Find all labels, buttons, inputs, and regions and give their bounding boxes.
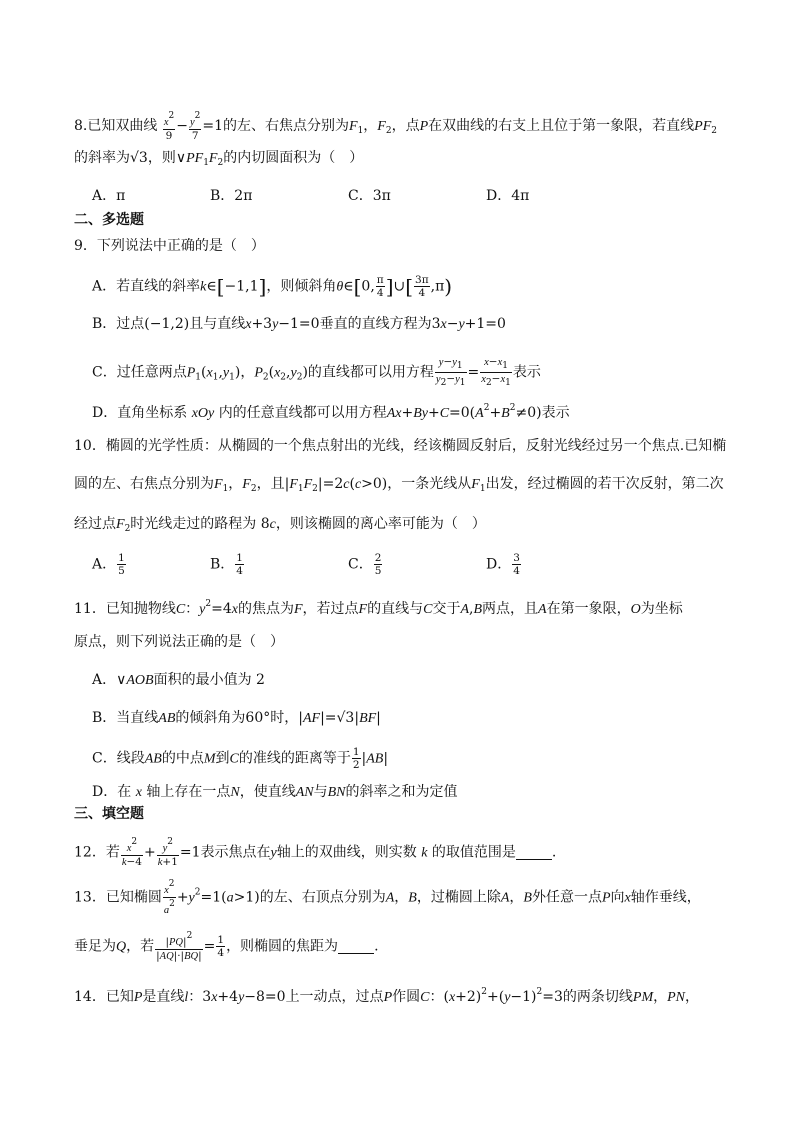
q10-option-c <box>348 552 383 577</box>
q14-text: ， <box>685 989 700 1005</box>
q11-text: 到 <box>215 750 230 767</box>
q9-text: B．过点 <box>92 316 145 332</box>
q9-text: 且与直线 <box>189 316 246 332</box>
q9-text: 内的任意直线都可以用方程 <box>218 405 387 421</box>
q11-text: 面积的最小值为 2 <box>153 672 265 688</box>
q14-text: 上一动点，过点 <box>285 989 384 1005</box>
q10-option-d <box>486 552 522 577</box>
fraction-denominator: 5 <box>374 565 382 577</box>
q10-text: ，一条光线从 <box>387 476 472 492</box>
option-label: C． <box>348 556 373 573</box>
q14-text: 14．已知 <box>74 989 134 1005</box>
q11-text: 的中点 <box>161 750 204 767</box>
q10-text: ，则该椭圆的离心率可能为（ ） <box>275 516 486 532</box>
q13-text: 的左、右顶点分别为 <box>259 889 386 906</box>
q9-text: 表示 <box>512 364 541 381</box>
option-label: D． <box>486 556 512 573</box>
q9-text: ， <box>240 364 255 381</box>
q13-text: 13．已知椭圆 <box>74 889 162 906</box>
q11-text: 时， <box>270 710 299 726</box>
q10-text: ，且 <box>256 476 285 492</box>
q9-text: 表示 <box>541 405 570 421</box>
q13-text: 外任意一点 <box>531 889 602 906</box>
fraction-numerator: 3 <box>513 552 520 564</box>
q11-text: 11．已知抛物线 <box>74 601 176 617</box>
q13-line2: 垂足为Q，若 $\frac{|PQ|2}{|AQ|\cdot|BQ|}$ = $\frac{1}{4}$ ，则椭圆的焦距为 . <box>74 931 379 962</box>
q11-text: 轴上存在一点 <box>146 784 231 800</box>
q13-text: ，若 <box>126 938 155 955</box>
q9-text: D．直角坐标系 <box>92 405 188 421</box>
q8-text: 已知双曲线 <box>87 118 158 134</box>
q13-text: 轴作垂线， <box>630 889 701 906</box>
formula: $\frac{y2}{7}$ <box>189 111 201 142</box>
q8-option-b: B．2π <box>210 188 253 204</box>
fraction-denominator: 4 <box>513 565 520 577</box>
q8-text: 的左、右焦点分别为 <box>223 118 349 134</box>
section-fill-in: 三、填空题 <box>74 806 144 822</box>
q11-text: 为坐标 <box>640 601 683 617</box>
q13-text: . <box>374 938 379 955</box>
q10-line2: 圆的左、右焦点分别为$F_1$，$F_2$，且$|F_1F_2|=2c(c>0)$，一条光线从$F_1$出发，经过椭圆的若干次反射，第二次 <box>74 476 724 494</box>
q10-option-b <box>210 552 245 577</box>
q9-text: C．过任意两点 <box>92 364 187 381</box>
q9-text: ，则倾斜角 <box>266 278 337 295</box>
fraction-denominator: 4 <box>236 565 243 577</box>
q11-option-a: A．∨AOB面积的最小值为 2 <box>92 672 265 688</box>
option-label: A． <box>92 556 117 573</box>
q11-option-d: D．在 x 轴上存在一点N，使直线AN与BN的斜率之和为定值 <box>92 784 458 800</box>
q11-line2: 原点，则下列说法正确的是（ ） <box>74 634 284 650</box>
q11-text: D．在 <box>92 784 132 800</box>
q12-text: 12．若 <box>74 844 120 861</box>
q14-text: 是直线 <box>142 989 185 1005</box>
q11-text: 的斜率之和为定值 <box>345 784 458 800</box>
q9-text: 的直线都可以用方程 <box>307 364 434 381</box>
q9-stem: 9．下列说法中正确的是（ ） <box>74 238 265 254</box>
q8-text: ，点 <box>391 118 420 134</box>
q11-text: A． <box>92 672 117 688</box>
q9-text: 垂直的直线方程为 <box>319 316 432 332</box>
q11-text: B．当直线 <box>92 710 159 726</box>
q12-line: 12．若 $\frac{x2}{k-4}$ + $\frac{y2}{k+1}$ =1表示焦点在y轴上的双曲线，则实数 k 的取值范围是 . <box>74 837 557 868</box>
q11-text: 与 <box>313 784 328 800</box>
q14-text: 作圆 <box>392 989 421 1005</box>
q10-text: 时光线走过的路程为 <box>130 516 257 532</box>
q12-text: 轴上的双曲线，则实数 <box>276 844 417 861</box>
q11-text: 两点，且 <box>482 601 539 617</box>
formula: $\frac{x2}{9}$ <box>163 111 175 142</box>
q8-text: 在双曲线的右支上且位于第一象限，若直线 <box>428 118 695 134</box>
q10-text: 圆的左、右焦点分别为 <box>74 476 214 492</box>
q13-text: 向 <box>610 889 625 906</box>
q12-text: 的取值范围是 <box>431 844 516 861</box>
q13-line1: 13．已知椭圆 $\frac{x2}{a2}$ $+y^2=1(a>1)$的左、右顶点分别为A，B，过椭圆上除A，B外任意一点P向x轴作垂线， <box>74 879 701 916</box>
answer-blank <box>338 939 374 954</box>
option-label: B． <box>210 556 235 573</box>
fraction-denominator: 5 <box>118 565 125 577</box>
section-multiple-choice: 二、多选题 <box>74 212 144 228</box>
q11-text: 的倾斜角为 <box>175 710 246 726</box>
q10-text: 经过点 <box>74 516 116 532</box>
fraction-numerator: 1 <box>118 552 125 564</box>
q14-line: 14．已知P是直线l：3x+4y−8=0上一动点，过点P作圆C：$(x+2)^2+(y-1)^2=3$的两条切线PM，PN， <box>74 987 700 1005</box>
fraction-numerator: 1 <box>236 552 243 564</box>
q9-text: A．若直线的斜率 <box>92 278 201 295</box>
q11-text: 的准线的距离等于 <box>238 750 351 767</box>
q11-text: ，若过点 <box>302 601 359 617</box>
q8-line1: 8.已知双曲线 $\frac{x2}{9}$ − $\frac{y2}{7}$ =1的左、右焦点分别为$F_1$，$F_2$，点P在双曲线的右支上且位于第一象限，若直线$PF_2$ <box>74 111 717 142</box>
q13-text: 垂足为 <box>74 938 116 955</box>
q11-text: 的直线与 <box>367 601 424 617</box>
q13-text: ，过椭圆上除 <box>416 889 501 906</box>
q8-option-d: D．4π <box>486 188 530 204</box>
q11-text: 在第一象限， <box>546 601 631 617</box>
q13-text: ，则椭圆的焦距为 <box>226 938 339 955</box>
q11-text: 的焦点为 <box>237 601 294 617</box>
q8-text: 的斜率为 <box>74 150 130 166</box>
q8-option-c: C．3π <box>348 188 391 204</box>
q11-text: ，使直线 <box>239 784 296 800</box>
q14-text: 的两条切线 <box>562 989 633 1005</box>
q12-text: 表示焦点在 <box>200 844 271 861</box>
q10-line1: 10．椭圆的光学性质：从椭圆的一个焦点射出的光线，经该椭圆反射后，反射光线经过另一个焦点.已知椭 <box>74 438 727 454</box>
q10-text: 出发，经过椭圆的若干次反射，第二次 <box>485 476 724 492</box>
q10-option-a <box>92 552 127 577</box>
q11-option-b: B．当直线AB的倾斜角为60°时，|AF|=√3|BF| <box>92 710 381 726</box>
answer-blank <box>516 845 552 860</box>
q12-text: . <box>551 844 557 861</box>
fraction-numerator: 2 <box>374 552 382 564</box>
q11-option-c: C．线段AB的中点M到C的准线的距离等于 $\frac{1}{2}$ |AB| <box>92 746 389 771</box>
q9-option-d: D．直角坐标系 xOy 内的任意直线都可以用方程$Ax+By+C=0(A^2+B^2\ne 0)$表示 <box>92 403 570 421</box>
q8-text: 的内切圆面积为（ ） <box>223 150 364 166</box>
q9-option-c: C．过任意两点$P_1(x_1,y_1)$，$P_2(x_2,y_2)$的直线都可以用方程 $\frac{y-y1}{y2-y1}$ = $\frac{x-x1}{x2-x1}$ 表示 <box>92 356 541 388</box>
q9-option-b: B．过点(−1,2)且与直线x+3y−1=0垂直的直线方程为3x−y+1=0 <box>92 316 506 332</box>
q8-option-a: A．π <box>92 188 126 204</box>
q8-number: 8. <box>74 118 88 134</box>
q11-line1: 11．已知抛物线C：$y^2=4x$的焦点为F，若过点F的直线与C交于A,B两点，且A在第一象限，O为坐标 <box>74 599 683 617</box>
q10-line3: 经过点$F_2$时光线走过的路程为 8c，则该椭圆的离心率可能为（ ） <box>74 516 486 534</box>
q11-text: C．线段 <box>92 750 145 767</box>
q8-line2: 的斜率为√3，则$\vee PF_1F_2$的内切圆面积为（ ） <box>74 150 364 168</box>
q9-option-a: A．若直线的斜率k∈[−1,1]，则倾斜角θ∈[0, $\frac{\pi}{4}$ ]∪[ $\frac{3\pi}{4}$ ,π) <box>92 274 453 299</box>
q11-text: 交于 <box>432 601 461 617</box>
q8-text: ，则 <box>147 150 176 166</box>
